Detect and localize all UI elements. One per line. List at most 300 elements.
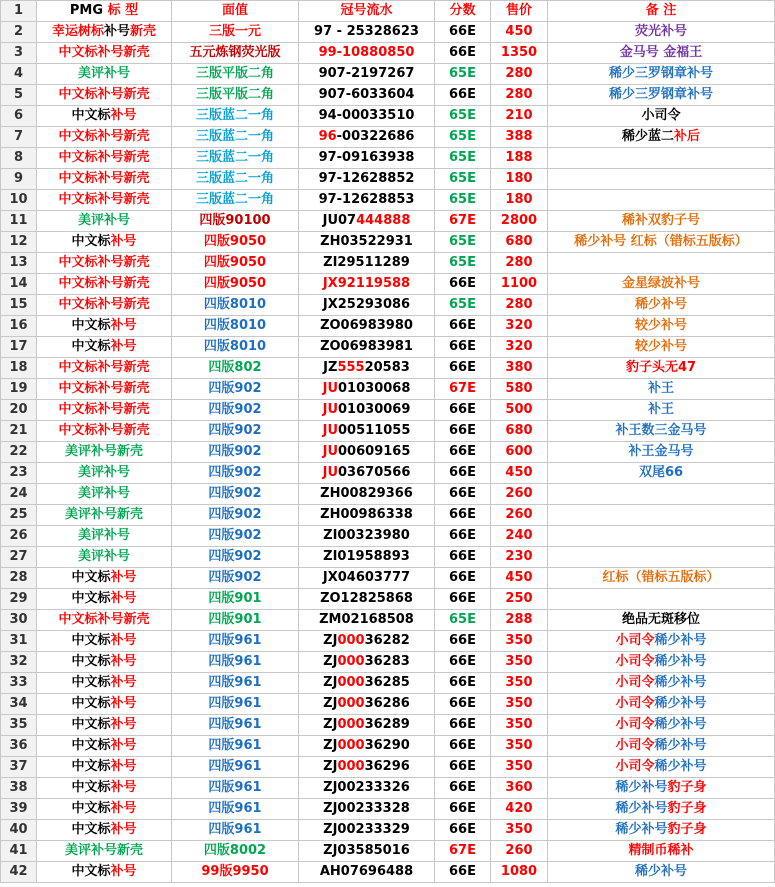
grade-cell[interactable] xyxy=(435,589,491,610)
price-cell[interactable] xyxy=(491,232,548,253)
price-cell[interactable] xyxy=(491,589,548,610)
value-cell[interactable] xyxy=(172,43,299,64)
grade-cell[interactable] xyxy=(435,505,491,526)
row-number[interactable]: 5 xyxy=(1,85,37,106)
price-cell[interactable] xyxy=(491,190,548,211)
note-cell[interactable] xyxy=(548,841,775,862)
serial-cell[interactable] xyxy=(299,547,435,568)
type-cell[interactable] xyxy=(37,694,172,715)
type-cell[interactable] xyxy=(37,274,172,295)
row-number[interactable]: 20 xyxy=(1,400,37,421)
serial-cell[interactable] xyxy=(299,379,435,400)
note-cell[interactable] xyxy=(548,610,775,631)
type-cell[interactable] xyxy=(37,778,172,799)
price-cell[interactable] xyxy=(491,43,548,64)
grade-cell[interactable] xyxy=(435,190,491,211)
grade-cell[interactable] xyxy=(435,43,491,64)
note-cell[interactable] xyxy=(548,316,775,337)
row-number[interactable]: 6 xyxy=(1,106,37,127)
grade-cell[interactable] xyxy=(435,274,491,295)
note-cell[interactable] xyxy=(548,736,775,757)
type-cell[interactable] xyxy=(37,127,172,148)
row-number[interactable]: 41 xyxy=(1,841,37,862)
value-cell[interactable] xyxy=(172,148,299,169)
note-cell[interactable] xyxy=(548,358,775,379)
note-cell[interactable] xyxy=(548,778,775,799)
row-number[interactable]: 18 xyxy=(1,358,37,379)
value-cell[interactable] xyxy=(172,22,299,43)
row-number[interactable]: 16 xyxy=(1,316,37,337)
value-cell[interactable] xyxy=(172,421,299,442)
value-cell[interactable] xyxy=(172,253,299,274)
header-cell-grade[interactable] xyxy=(435,1,491,22)
grade-cell[interactable] xyxy=(435,337,491,358)
row-number[interactable]: 32 xyxy=(1,652,37,673)
row-number[interactable]: 21 xyxy=(1,421,37,442)
serial-cell[interactable] xyxy=(299,232,435,253)
serial-cell[interactable] xyxy=(299,841,435,862)
value-cell[interactable] xyxy=(172,274,299,295)
price-cell-text: 380 xyxy=(505,360,533,375)
serial-cell[interactable] xyxy=(299,568,435,589)
serial-cell[interactable] xyxy=(299,862,435,883)
price-cell[interactable] xyxy=(491,715,548,736)
serial-cell[interactable] xyxy=(299,358,435,379)
serial-cell[interactable] xyxy=(299,610,435,631)
note-cell[interactable] xyxy=(548,22,775,43)
price-cell[interactable] xyxy=(491,610,548,631)
value-cell[interactable] xyxy=(172,169,299,190)
type-cell[interactable] xyxy=(37,253,172,274)
serial-cell[interactable] xyxy=(299,421,435,442)
value-cell[interactable] xyxy=(172,379,299,400)
row-number[interactable]: 26 xyxy=(1,526,37,547)
row-number[interactable]: 25 xyxy=(1,505,37,526)
value-cell[interactable] xyxy=(172,547,299,568)
note-cell[interactable] xyxy=(548,568,775,589)
type-cell[interactable] xyxy=(37,610,172,631)
serial-cell[interactable] xyxy=(299,631,435,652)
type-cell[interactable] xyxy=(37,799,172,820)
note-cell[interactable] xyxy=(548,400,775,421)
value-cell[interactable] xyxy=(172,526,299,547)
note-cell[interactable] xyxy=(548,148,775,169)
note-cell[interactable] xyxy=(548,253,775,274)
value-cell[interactable] xyxy=(172,505,299,526)
price-cell[interactable] xyxy=(491,22,548,43)
price-cell[interactable] xyxy=(491,484,548,505)
serial-cell[interactable] xyxy=(299,442,435,463)
serial-cell[interactable] xyxy=(299,22,435,43)
price-cell[interactable] xyxy=(491,694,548,715)
type-cell[interactable] xyxy=(37,190,172,211)
type-cell[interactable] xyxy=(37,547,172,568)
price-cell[interactable] xyxy=(491,379,548,400)
grade-cell[interactable] xyxy=(435,400,491,421)
note-cell[interactable] xyxy=(548,169,775,190)
type-cell[interactable] xyxy=(37,22,172,43)
serial-cell[interactable] xyxy=(299,211,435,232)
price-cell[interactable] xyxy=(491,547,548,568)
row-number[interactable]: 23 xyxy=(1,463,37,484)
price-cell[interactable] xyxy=(491,526,548,547)
header-cell-note[interactable] xyxy=(548,1,775,22)
price-cell[interactable] xyxy=(491,778,548,799)
value-cell[interactable] xyxy=(172,190,299,211)
value-cell[interactable] xyxy=(172,484,299,505)
serial-cell-text: 36289 xyxy=(364,717,410,732)
serial-cell[interactable] xyxy=(299,253,435,274)
header-cell-price[interactable] xyxy=(491,1,548,22)
grade-cell[interactable] xyxy=(435,232,491,253)
type-cell[interactable] xyxy=(37,862,172,883)
price-cell[interactable] xyxy=(491,253,548,274)
grade-cell[interactable] xyxy=(435,169,491,190)
type-cell[interactable] xyxy=(37,421,172,442)
note-cell[interactable] xyxy=(548,442,775,463)
price-cell[interactable] xyxy=(491,799,548,820)
price-cell[interactable] xyxy=(491,295,548,316)
price-cell[interactable] xyxy=(491,757,548,778)
note-cell[interactable] xyxy=(548,484,775,505)
type-cell[interactable] xyxy=(37,484,172,505)
note-cell[interactable] xyxy=(548,463,775,484)
serial-cell[interactable] xyxy=(299,85,435,106)
type-cell[interactable] xyxy=(37,169,172,190)
value-cell[interactable] xyxy=(172,652,299,673)
note-cell[interactable] xyxy=(548,862,775,883)
type-cell[interactable] xyxy=(37,631,172,652)
note-cell[interactable] xyxy=(548,106,775,127)
value-cell[interactable] xyxy=(172,295,299,316)
grade-cell[interactable] xyxy=(435,778,491,799)
serial-cell[interactable] xyxy=(299,673,435,694)
type-cell[interactable] xyxy=(37,43,172,64)
note-cell[interactable] xyxy=(548,85,775,106)
serial-cell[interactable] xyxy=(299,43,435,64)
price-cell[interactable] xyxy=(491,820,548,841)
row-number[interactable]: 19 xyxy=(1,379,37,400)
row-number[interactable]: 42 xyxy=(1,862,37,883)
row-number[interactable]: 3 xyxy=(1,43,37,64)
type-cell[interactable] xyxy=(37,295,172,316)
grade-cell[interactable] xyxy=(435,610,491,631)
note-cell[interactable] xyxy=(548,694,775,715)
serial-cell[interactable] xyxy=(299,400,435,421)
row-number[interactable]: 1 xyxy=(1,1,37,22)
type-cell[interactable] xyxy=(37,442,172,463)
note-cell[interactable] xyxy=(548,43,775,64)
grade-cell[interactable] xyxy=(435,211,491,232)
price-cell[interactable] xyxy=(491,316,548,337)
grade-cell[interactable] xyxy=(435,484,491,505)
serial-cell[interactable] xyxy=(299,778,435,799)
type-cell[interactable] xyxy=(37,232,172,253)
grade-cell[interactable] xyxy=(435,694,491,715)
row-number[interactable]: 14 xyxy=(1,274,37,295)
grade-cell[interactable] xyxy=(435,841,491,862)
row-number[interactable]: 10 xyxy=(1,190,37,211)
price-cell[interactable] xyxy=(491,358,548,379)
grade-cell[interactable] xyxy=(435,715,491,736)
row-number[interactable]: 27 xyxy=(1,547,37,568)
serial-cell[interactable] xyxy=(299,190,435,211)
type-cell[interactable] xyxy=(37,736,172,757)
grade-cell[interactable] xyxy=(435,64,491,85)
value-cell[interactable] xyxy=(172,232,299,253)
serial-cell[interactable] xyxy=(299,148,435,169)
note-cell[interactable] xyxy=(548,190,775,211)
serial-cell[interactable] xyxy=(299,484,435,505)
note-cell[interactable] xyxy=(548,547,775,568)
serial-cell[interactable] xyxy=(299,652,435,673)
note-cell[interactable] xyxy=(548,211,775,232)
price-cell[interactable] xyxy=(491,64,548,85)
value-cell[interactable] xyxy=(172,610,299,631)
price-cell[interactable] xyxy=(491,127,548,148)
serial-cell[interactable] xyxy=(299,799,435,820)
type-cell[interactable] xyxy=(37,358,172,379)
row-number[interactable]: 7 xyxy=(1,127,37,148)
value-cell[interactable] xyxy=(172,568,299,589)
value-cell[interactable] xyxy=(172,337,299,358)
row-number[interactable]: 37 xyxy=(1,757,37,778)
price-cell[interactable] xyxy=(491,862,548,883)
header-cell-serial[interactable] xyxy=(299,1,435,22)
row-number[interactable]: 31 xyxy=(1,631,37,652)
grade-cell[interactable] xyxy=(435,862,491,883)
serial-cell[interactable] xyxy=(299,589,435,610)
type-cell[interactable] xyxy=(37,715,172,736)
grade-cell[interactable] xyxy=(435,85,491,106)
value-cell[interactable] xyxy=(172,631,299,652)
note-cell[interactable] xyxy=(548,526,775,547)
grade-cell[interactable] xyxy=(435,127,491,148)
note-cell[interactable] xyxy=(548,631,775,652)
row-number[interactable]: 30 xyxy=(1,610,37,631)
grade-cell[interactable] xyxy=(435,652,491,673)
type-cell[interactable] xyxy=(37,337,172,358)
note-cell[interactable] xyxy=(548,589,775,610)
price-cell[interactable] xyxy=(491,211,548,232)
row-number[interactable]: 2 xyxy=(1,22,37,43)
value-cell[interactable] xyxy=(172,316,299,337)
serial-cell[interactable] xyxy=(299,64,435,85)
grade-cell[interactable] xyxy=(435,442,491,463)
type-cell[interactable] xyxy=(37,841,172,862)
price-cell[interactable] xyxy=(491,505,548,526)
type-cell[interactable] xyxy=(37,463,172,484)
price-cell[interactable] xyxy=(491,631,548,652)
price-cell-text: 280 xyxy=(505,255,533,270)
value-cell[interactable] xyxy=(172,127,299,148)
value-cell[interactable] xyxy=(172,820,299,841)
row-number[interactable]: 15 xyxy=(1,295,37,316)
grade-cell[interactable] xyxy=(435,736,491,757)
value-cell[interactable] xyxy=(172,211,299,232)
type-cell[interactable] xyxy=(37,652,172,673)
row-number[interactable]: 36 xyxy=(1,736,37,757)
serial-cell[interactable] xyxy=(299,715,435,736)
value-cell[interactable] xyxy=(172,106,299,127)
value-cell[interactable] xyxy=(172,85,299,106)
note-cell[interactable] xyxy=(548,799,775,820)
serial-cell[interactable] xyxy=(299,295,435,316)
price-cell[interactable] xyxy=(491,652,548,673)
grade-cell[interactable] xyxy=(435,106,491,127)
value-cell[interactable] xyxy=(172,64,299,85)
row-number[interactable]: 40 xyxy=(1,820,37,841)
grade-cell[interactable] xyxy=(435,757,491,778)
type-cell[interactable] xyxy=(37,589,172,610)
grade-cell[interactable] xyxy=(435,673,491,694)
value-cell[interactable] xyxy=(172,400,299,421)
row-number[interactable]: 24 xyxy=(1,484,37,505)
grade-cell[interactable] xyxy=(435,295,491,316)
row-number[interactable]: 4 xyxy=(1,64,37,85)
row-number[interactable]: 28 xyxy=(1,568,37,589)
grade-cell[interactable] xyxy=(435,568,491,589)
row-number[interactable]: 13 xyxy=(1,253,37,274)
price-cell[interactable] xyxy=(491,337,548,358)
serial-cell[interactable] xyxy=(299,694,435,715)
grade-cell[interactable] xyxy=(435,253,491,274)
type-cell[interactable] xyxy=(37,64,172,85)
note-cell[interactable] xyxy=(548,274,775,295)
value-cell[interactable] xyxy=(172,757,299,778)
price-cell[interactable] xyxy=(491,841,548,862)
price-cell[interactable] xyxy=(491,106,548,127)
serial-cell[interactable] xyxy=(299,337,435,358)
serial-cell[interactable] xyxy=(299,463,435,484)
serial-cell[interactable] xyxy=(299,820,435,841)
header-cell-type[interactable] xyxy=(37,1,172,22)
price-cell[interactable] xyxy=(491,274,548,295)
grade-cell[interactable] xyxy=(435,799,491,820)
row-number[interactable]: 8 xyxy=(1,148,37,169)
note-cell[interactable] xyxy=(548,820,775,841)
type-cell[interactable] xyxy=(37,211,172,232)
price-cell-text: 1100 xyxy=(500,276,538,291)
price-cell[interactable] xyxy=(491,673,548,694)
price-cell[interactable] xyxy=(491,568,548,589)
note-cell[interactable] xyxy=(548,757,775,778)
price-cell[interactable] xyxy=(491,148,548,169)
type-cell[interactable] xyxy=(37,316,172,337)
type-cell[interactable] xyxy=(37,526,172,547)
note-cell[interactable] xyxy=(548,715,775,736)
value-cell[interactable] xyxy=(172,715,299,736)
price-cell-text: 580 xyxy=(505,381,533,396)
serial-cell[interactable] xyxy=(299,526,435,547)
note-cell[interactable] xyxy=(548,505,775,526)
serial-cell[interactable] xyxy=(299,505,435,526)
row-number[interactable]: 38 xyxy=(1,778,37,799)
note-cell[interactable] xyxy=(548,337,775,358)
row-number[interactable]: 12 xyxy=(1,232,37,253)
note-cell[interactable] xyxy=(548,232,775,253)
row-number[interactable]: 35 xyxy=(1,715,37,736)
value-cell[interactable] xyxy=(172,442,299,463)
note-cell[interactable] xyxy=(548,295,775,316)
serial-cell[interactable] xyxy=(299,757,435,778)
type-cell[interactable] xyxy=(37,148,172,169)
type-cell[interactable] xyxy=(37,85,172,106)
row-number[interactable]: 33 xyxy=(1,673,37,694)
row-number[interactable]: 22 xyxy=(1,442,37,463)
value-cell[interactable] xyxy=(172,778,299,799)
row-number[interactable]: 29 xyxy=(1,589,37,610)
note-cell[interactable] xyxy=(548,652,775,673)
value-cell[interactable] xyxy=(172,463,299,484)
value-cell[interactable] xyxy=(172,862,299,883)
grade-cell[interactable] xyxy=(435,316,491,337)
serial-cell[interactable] xyxy=(299,106,435,127)
grade-cell[interactable] xyxy=(435,463,491,484)
grade-cell[interactable] xyxy=(435,358,491,379)
row-number[interactable]: 34 xyxy=(1,694,37,715)
serial-cell[interactable] xyxy=(299,169,435,190)
value-cell[interactable] xyxy=(172,589,299,610)
type-cell[interactable] xyxy=(37,400,172,421)
note-cell[interactable] xyxy=(548,421,775,442)
serial-cell[interactable] xyxy=(299,316,435,337)
grade-cell[interactable] xyxy=(435,22,491,43)
note-cell[interactable] xyxy=(548,127,775,148)
note-cell[interactable] xyxy=(548,673,775,694)
price-cell[interactable] xyxy=(491,169,548,190)
value-cell[interactable] xyxy=(172,694,299,715)
serial-cell[interactable] xyxy=(299,127,435,148)
grade-cell[interactable] xyxy=(435,526,491,547)
value-cell[interactable] xyxy=(172,841,299,862)
type-cell[interactable] xyxy=(37,379,172,400)
note-cell[interactable] xyxy=(548,379,775,400)
serial-cell[interactable] xyxy=(299,274,435,295)
serial-cell[interactable] xyxy=(299,736,435,757)
price-cell[interactable] xyxy=(491,85,548,106)
header-cell-value[interactable] xyxy=(172,1,299,22)
row-number[interactable]: 39 xyxy=(1,799,37,820)
note-cell-text: 金星绿波补号 xyxy=(621,276,700,291)
note-cell[interactable] xyxy=(548,64,775,85)
grade-cell[interactable] xyxy=(435,148,491,169)
type-cell[interactable] xyxy=(37,757,172,778)
grade-cell[interactable] xyxy=(435,421,491,442)
type-cell[interactable] xyxy=(37,673,172,694)
grade-cell[interactable] xyxy=(435,820,491,841)
value-cell[interactable] xyxy=(172,358,299,379)
type-cell[interactable] xyxy=(37,106,172,127)
value-cell[interactable] xyxy=(172,799,299,820)
grade-cell[interactable] xyxy=(435,547,491,568)
grade-cell[interactable] xyxy=(435,379,491,400)
row-number[interactable]: 17 xyxy=(1,337,37,358)
type-cell[interactable] xyxy=(37,820,172,841)
price-cell[interactable] xyxy=(491,400,548,421)
value-cell[interactable] xyxy=(172,736,299,757)
row-number[interactable]: 9 xyxy=(1,169,37,190)
value-cell[interactable] xyxy=(172,673,299,694)
price-cell[interactable] xyxy=(491,421,548,442)
grade-cell[interactable] xyxy=(435,631,491,652)
price-cell[interactable] xyxy=(491,442,548,463)
row-number[interactable]: 11 xyxy=(1,211,37,232)
price-cell[interactable] xyxy=(491,736,548,757)
type-cell[interactable] xyxy=(37,505,172,526)
type-cell[interactable] xyxy=(37,568,172,589)
price-cell[interactable] xyxy=(491,463,548,484)
